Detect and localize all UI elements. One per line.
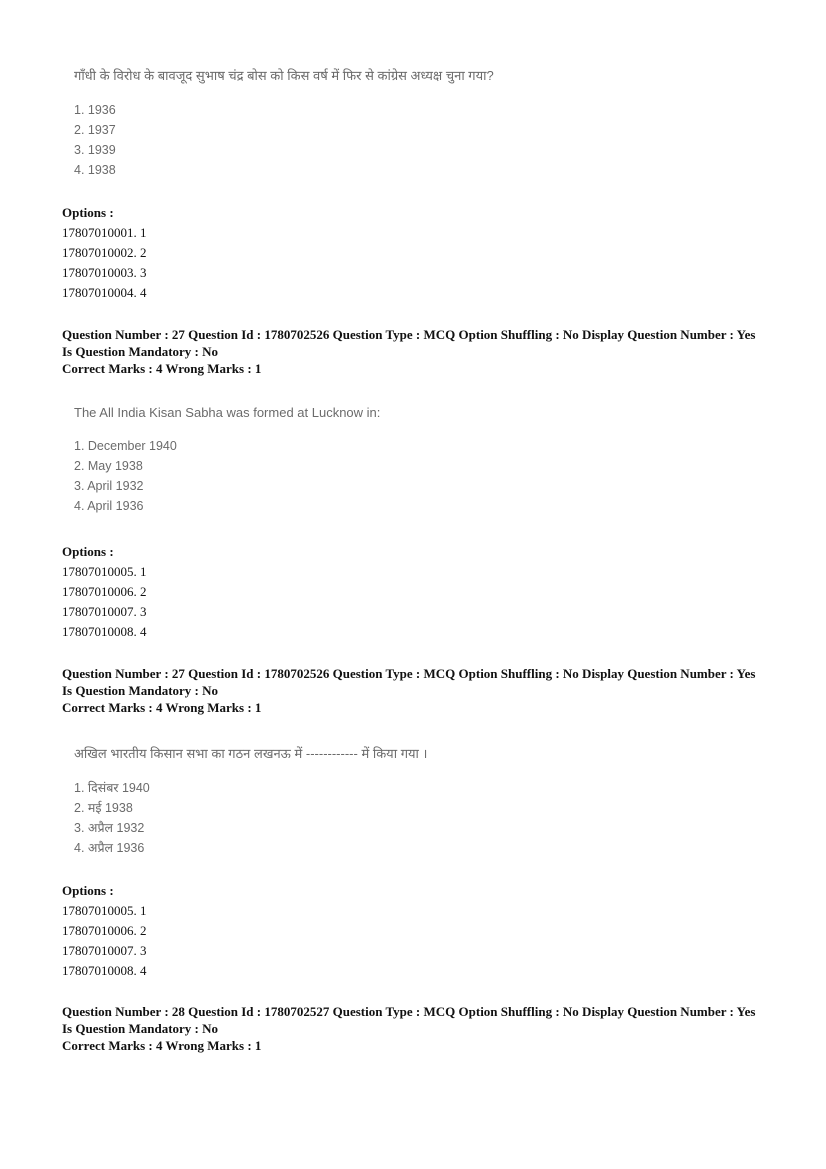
- question-image: [74, 405, 380, 516]
- question-text: अखिल भारतीय किसान सभा का गठन लखनऊ में ------------ में किया गया ।: [74, 746, 428, 761]
- question-meta: [62, 665, 782, 716]
- answer-choice: 2. मई 1938: [74, 801, 133, 815]
- answer-choice: 4. April 1936: [74, 499, 144, 513]
- answer-choice: 4. अप्रैल 1936: [74, 841, 145, 855]
- options-label: Options :: [62, 544, 114, 559]
- options-label: Options :: [62, 883, 114, 898]
- question-meta-line: Question Number : 27 Question Id : 1780702526 Question Type : MCQ Option Shuffling : No Display Question Number : Yes: [62, 327, 756, 342]
- question-mandatory: Is Question Mandatory : No: [62, 1021, 219, 1036]
- option-item: 17807010003. 3: [62, 265, 147, 280]
- question-meta-line: Question Number : 28 Question Id : 1780702527 Question Type : MCQ Option Shuffling : No Display Question Number : Yes: [62, 1004, 756, 1019]
- option-item: 17807010005. 1: [62, 564, 147, 579]
- option-item: 17807010005. 1: [62, 903, 147, 918]
- option-item: 17807010004. 4: [62, 285, 147, 300]
- question-marks: Correct Marks : 4 Wrong Marks : 1: [62, 1038, 262, 1053]
- answer-choice: 1. 1936: [74, 103, 116, 117]
- option-item: 17807010002. 2: [62, 245, 147, 260]
- answer-choice: 4. 1938: [74, 163, 116, 177]
- question-meta: [62, 326, 782, 377]
- question-image: [74, 66, 494, 180]
- question-text: गाँधी के विरोध के बावजूद सुभाष चंद्र बोस को किस वर्ष में फिर से कांग्रेस अध्यक्ष चुना गया?: [74, 68, 494, 83]
- question-marks: Correct Marks : 4 Wrong Marks : 1: [62, 361, 262, 376]
- options-list: [62, 881, 147, 981]
- answer-choice: 2. 1937: [74, 123, 116, 137]
- options-list: [62, 203, 147, 303]
- question-mandatory: Is Question Mandatory : No: [62, 683, 219, 698]
- option-item: 17807010007. 3: [62, 604, 147, 619]
- answer-choice: 3. अप्रैल 1932: [74, 821, 145, 835]
- question-meta: [62, 1003, 782, 1054]
- question-mandatory: Is Question Mandatory : No: [62, 344, 219, 359]
- option-item: 17807010008. 4: [62, 624, 147, 639]
- question-meta-line: Question Number : 27 Question Id : 1780702526 Question Type : MCQ Option Shuffling : No Display Question Number : Yes: [62, 666, 756, 681]
- answer-choice: 1. दिसंबर 1940: [74, 781, 150, 795]
- question-text: The All India Kisan Sabha was formed at Lucknow in:: [74, 405, 381, 420]
- option-item: 17807010001. 1: [62, 225, 147, 240]
- option-item: 17807010006. 2: [62, 584, 147, 599]
- answer-choice: 2. May 1938: [74, 459, 143, 473]
- question-image: [74, 744, 427, 858]
- options-list: [62, 542, 147, 642]
- answer-choice: 3. April 1932: [74, 479, 144, 493]
- option-item: 17807010007. 3: [62, 943, 147, 958]
- option-item: 17807010006. 2: [62, 923, 147, 938]
- answer-choice: 3. 1939: [74, 143, 116, 157]
- option-item: 17807010008. 4: [62, 963, 147, 978]
- options-label: Options :: [62, 205, 114, 220]
- question-marks: Correct Marks : 4 Wrong Marks : 1: [62, 700, 262, 715]
- answer-choice: 1. December 1940: [74, 439, 177, 453]
